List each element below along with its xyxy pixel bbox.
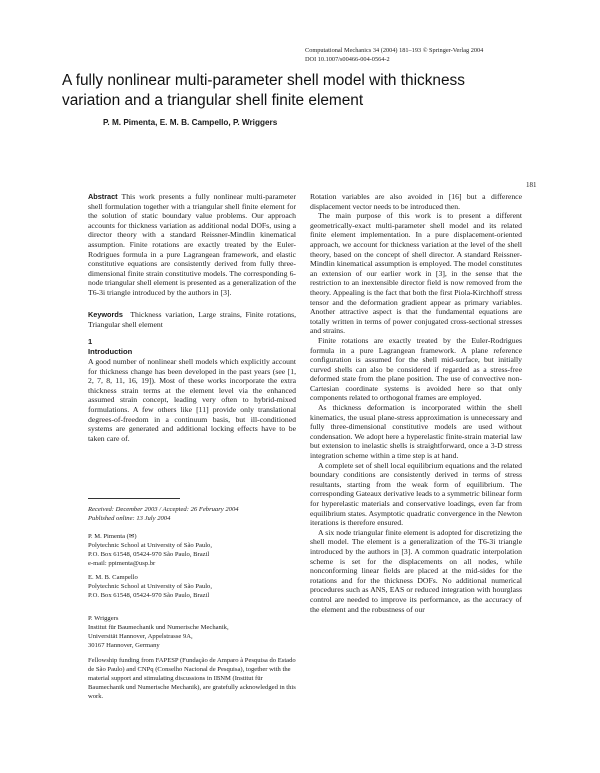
journal-header [305, 46, 483, 64]
abstract-label: Abstract [88, 192, 118, 201]
affiliation-line: Universität Hannover, Appelstrasse 9A, [88, 633, 193, 640]
body-paragraph: Rotation variables are also avoided in [16] but a difference displacement vector needs to be introduced then. [310, 192, 522, 211]
affiliation-line: E. M. B. Campello [88, 574, 138, 581]
section-title: Introduction [88, 347, 133, 356]
author-list: P. M. Pimenta, E. M. B. Campello, P. Wriggers [103, 118, 278, 127]
publication-dates [88, 505, 239, 523]
abstract [88, 192, 296, 298]
affiliation-wriggers [88, 614, 229, 650]
footnote-rule [88, 498, 180, 499]
journal-citation: Computational Mechanics 34 (2004) 181–193 © Springer-Verlag 2004 [305, 47, 484, 54]
published-online-date: Published online: 13 July 2004 [88, 515, 171, 522]
affiliation-line: P. Wriggers [88, 615, 119, 622]
right-column [310, 192, 522, 614]
body-paragraph: A six node triangular finite element is adopted for discretizing the shell model. The element is a generalization of the T6-3i triangle introduced by the authors in [3]. A common quadratic interpolation scheme is set for the displacements on all nodes, while nonconforming linear fields are placed at the mid-sides for the rotations and for the thickness DOFs. No additional numerical procedures such as ANS, EAS or reduced integration with hourglass control are needed to improve its performance, as the accuracy of the element and the robustness of our [310, 527, 522, 614]
affiliation-pimenta [88, 532, 212, 568]
affiliation-line: Institut für Baumechanik und Numerische Mechanik, [88, 624, 229, 631]
intro-paragraph: A good number of nonlinear shell models which explicitly account for thickness change has been developed in the past years (see [1, 2, 7, 8, 11, 16, 19]). Most of these works incorporate the extra thickness strain terms at the element level via the enhanced assumed strain concept, leading very often to hybrid-mixed formulations. A few others like [11] provide only translational degrees-of-freedom in a continuum basis, but ill-conditioned systems are generated and additional locking effects have to be taken care of. [88, 357, 296, 443]
body-paragraph: The main purpose of this work is to present a different geometrically-exact multi-parameter shell model and its related finite element implementation. In a pure displacement-oriented approach, we account for thickness variation at the level of the shell theory, based on the concept of shell director. A standard Reissner-Mindlin kinematical assumption is employed. The model constitutes an extension of our earlier work in [3], in the sense that the restriction to an inextensible director field is now removed from the theory. Appealing is the fact that both the first Piola-Kirchhoff stress tensor and the deformation gradient appear as primary variables. Another attractive aspect is that the fundamental equations are totally written in terms of power conjugated cross-sectional stresses and strains. [310, 211, 522, 336]
affiliation-line: Polytechnic School at University of São Paulo, [88, 542, 212, 549]
affiliation-campello [88, 573, 212, 600]
introduction-text [88, 357, 296, 443]
affiliation-line: Polytechnic School at University of São Paulo, [88, 583, 212, 590]
funding-acknowledgment [88, 656, 298, 701]
body-paragraph: A complete set of shell local equilibrium equations and the related boundary conditions are consistently derived in terms of stress resultants, starting from the weak form of equilibrium. The corresponding Gateaux derivative leads to a symmetric bilinear form for hyperelastic materials and conservative loadings, even far from equilibrium states. Asymptotic quadratic convergence in the Newton iterations is therefore ensured. [310, 460, 522, 528]
abstract-text: This work presents a fully nonlinear multi-parameter shell formulation together with a triangular shell finite element for the solution of static boundary value problems. Our approach accounts for thickness variation as additional nodal DOFs, using a director theory with a standard Reissner-Mindlin kinematical assumption. Finite rotations are exactly treated by the Euler-Rodrigues formula in a pure Lagrangean framework, and elastic constitutive equations are consistently derived from fully three-dimensional finite strain constitutive models. The corresponding 6-node triangular shell element is presented as a generalization of the T6-3i triangle introduced by the authors in [3]. [88, 192, 297, 297]
funding-text: Fellowship funding from FAPESP (Fundação de Amparo à Pesquisa do Estado de São Paulo) and CNPq (Conselho Nacional de Pesquisa), together with the material support and stimulating discussions in IBNM (Institut für Baumechanik und Numerische Mechanik), are gratefully acknowledged in this work. [88, 657, 296, 700]
doi-line: DOI 10.1007/s00466-004-0564-2 [305, 56, 390, 63]
body-paragraph: Finite rotations are exactly treated by the Euler-Rodrigues formula in a pure Lagrangean framework. A plane reference configuration is assumed for the shell mid-surface, but initially curved shells can also be considered if regarded as a stress-free deformed state from the plane position. The use of convective non-Cartesian coordinate systems is avoided here so that only components related to orthogonal frames are employed. [310, 335, 522, 403]
section-number: 1 [88, 337, 93, 346]
affiliation-line: P.O. Box 61548, 05424-970 São Paulo, Brazil [88, 592, 210, 599]
title-line-2: variation and a triangular shell finite element [62, 92, 364, 109]
keywords-label: Keywords [88, 310, 123, 319]
received-accepted-date: Received: December 2003 / Accepted: 26 February 2004 [88, 506, 239, 513]
paper-title [62, 71, 502, 111]
email-line: e-mail: ppimenta@usp.br [88, 560, 156, 567]
keywords-text: Thickness variation, Large strains, Finite rotations, Triangular shell element [88, 310, 296, 329]
title-line-1: A fully nonlinear multi-parameter shell model with thickness [62, 72, 465, 89]
page-number: 181 [526, 181, 537, 189]
affiliation-line: 30167 Hannover, Germany [88, 642, 160, 649]
keywords [88, 310, 296, 329]
affiliation-line: P. M. Pimenta (✉) [88, 533, 137, 540]
affiliation-line: P.O. Box 61548, 05424-970 São Paulo, Brazil [88, 551, 210, 558]
body-paragraph: As thickness deformation is incorporated within the shell kinematics, the usual plane-stress approximation is unnecessary and fully three-dimensional constitutive models are used without condensation. We adopt here a hyperelastic finite-strain material law but extension to inelastic shells is straightforward, once a 3-D stress integration scheme within a time step is at hand. [310, 403, 522, 461]
